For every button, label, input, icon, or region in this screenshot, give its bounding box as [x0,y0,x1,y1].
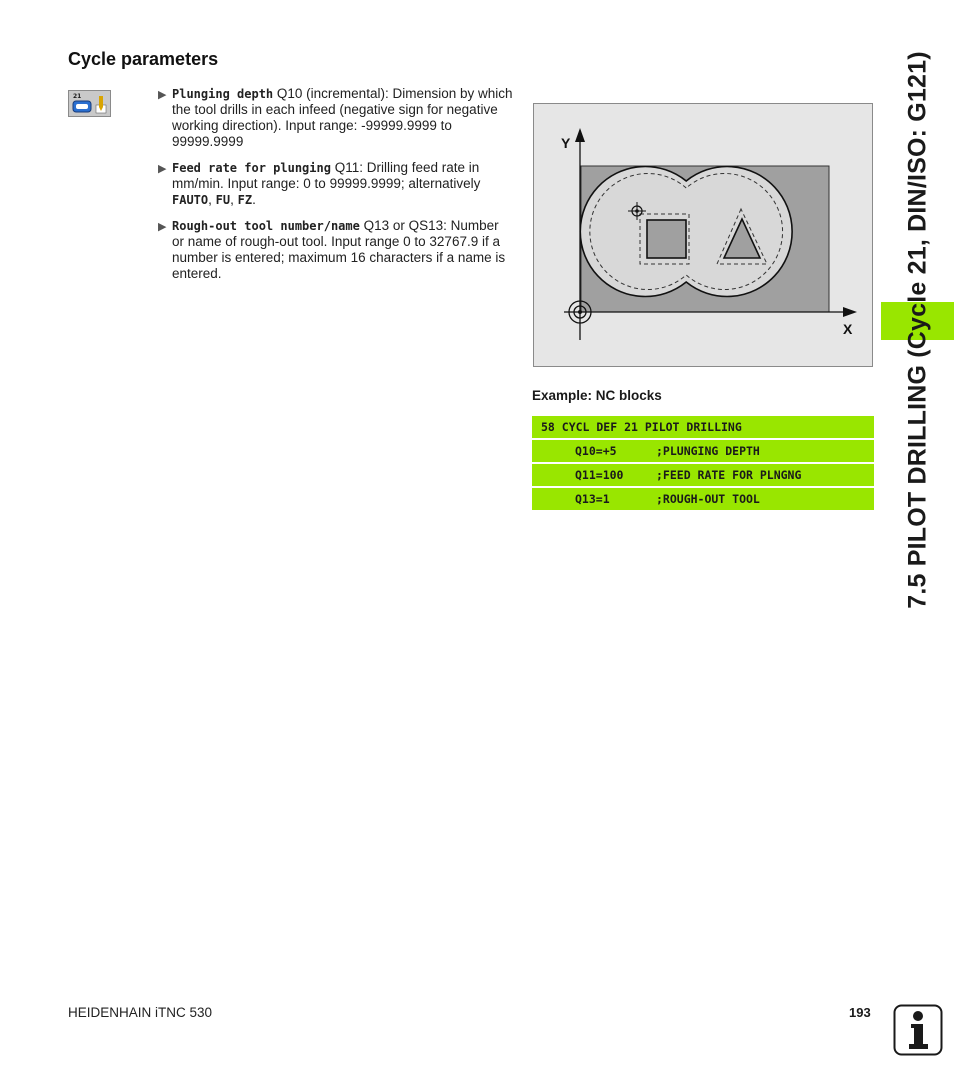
nc-parameter: Q10=+5 [575,444,617,458]
nc-comment: ;ROUGH-OUT TOOL [656,492,760,506]
nc-block-line [532,488,874,510]
separator: , [230,192,238,207]
page-number: 193 [849,1005,871,1020]
param-description: Q13 or QS13: Number or name of rough-out tool. Input range 0 to 32767.9 if a number is entered; maximum 16 characters if a name is entered. [172,218,506,281]
nc-block-line [532,416,874,438]
footer-manual-name: HEIDENHAIN iTNC 530 [68,1005,213,1020]
option-fu: FU [215,193,231,207]
y-axis-label: Y [561,135,571,151]
y-axis-arrow-icon [575,128,585,142]
nc-parameter: Q13=1 [575,492,610,506]
param-description: Q11: Drilling feed rate in mm/min. Input range: 0 to 99999.9999; alternatively [172,160,481,191]
nc-comment: ;PLUNGING DEPTH [656,444,760,458]
param-rough-out-tool [158,218,514,282]
section-heading: Cycle parameters [68,49,219,69]
param-plunging-depth [158,86,514,150]
cycle-diagram [533,103,873,367]
nc-comment: ;FEED RATE FOR PLNGNG [656,468,802,482]
nc-block-line [532,464,874,486]
triangle-bullet-icon: ▶ [158,221,167,233]
param-name: Rough-out tool number/name [172,219,360,233]
triangle-bullet-icon: ▶ [158,163,167,175]
nc-parameter: Q11=100 [575,468,624,482]
x-axis-arrow-icon [843,307,857,317]
triangle-bullet-icon: ▶ [158,89,167,101]
x-axis-label: X [843,321,853,337]
period: . [252,192,256,207]
parameter-list [158,86,514,292]
separator: , [208,192,216,207]
option-fauto: FAUTO [172,193,209,207]
option-fz: FZ [237,193,253,207]
param-name: Feed rate for plunging [172,161,331,175]
workpiece-diagram [534,104,872,366]
nc-text: 58 CYCL DEF 21 PILOT DRILLING [541,420,742,434]
info-icon [893,1004,943,1056]
chapter-title: 7.5 PILOT DRILLING (Cycle 21, DIN/ISO: G121) [903,51,932,609]
cycle-21-softkey [68,90,111,117]
square-island [647,220,686,258]
param-feed-rate [158,160,514,208]
pilot-drilling-softkey-icon [69,91,112,118]
softkey-number: 21 [73,93,82,100]
param-name: Plunging depth [172,87,274,101]
example-label: Example: NC blocks [532,388,662,403]
nc-block-line [532,440,874,462]
nc-program-listing [532,416,874,512]
param-description: Q10 (incremental): Dimension by which the tool drills in each infeed (negative sign for negative working direction). Input range: -99999.9999 to 99999.9999 [172,86,513,149]
